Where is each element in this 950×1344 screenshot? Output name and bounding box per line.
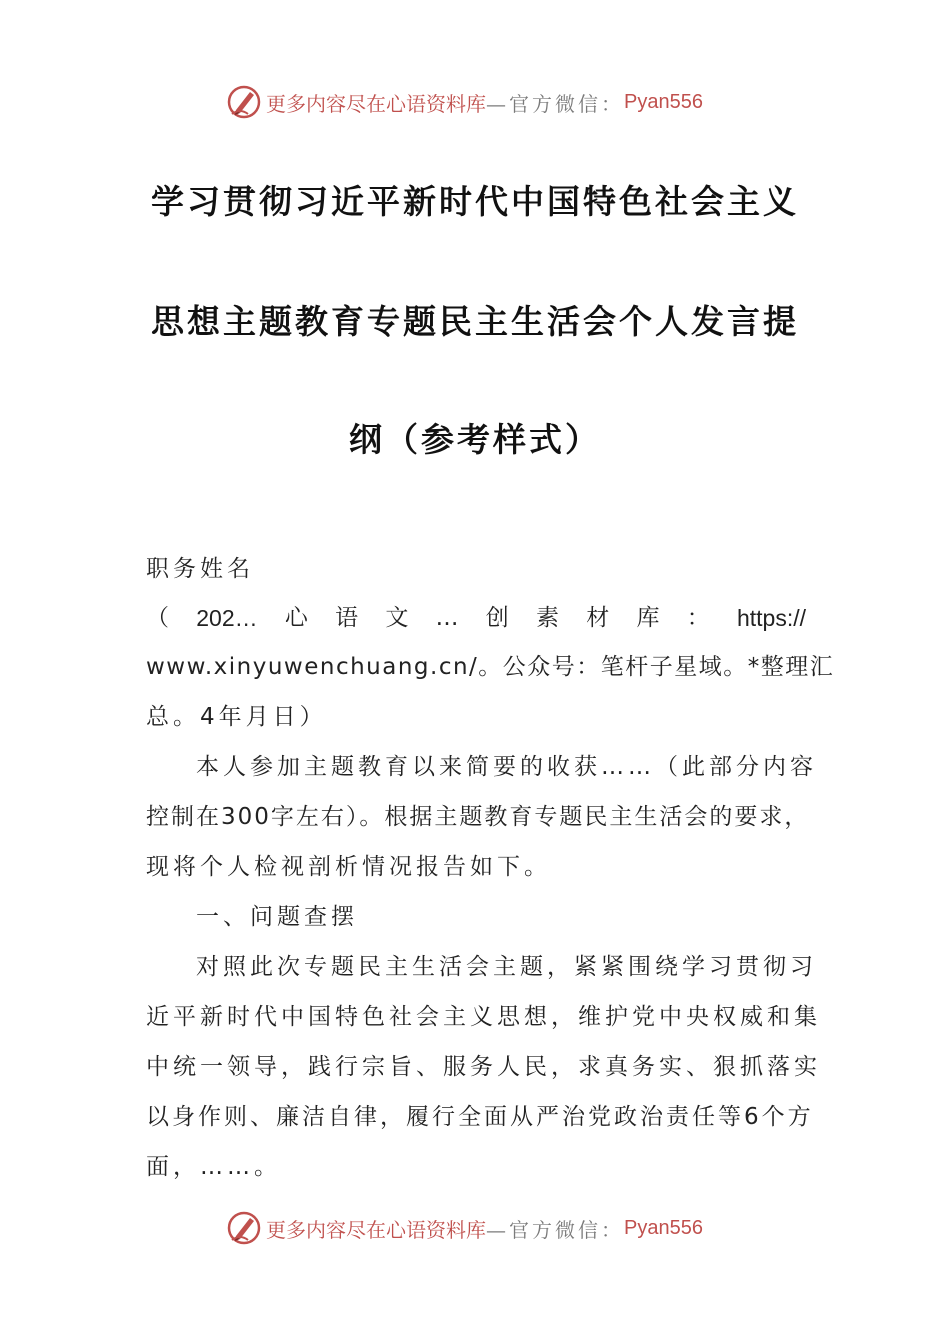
source-token: 材 xyxy=(586,605,610,631)
paragraph-1-line-1: 本人参加主题教育以来简要的收获……（此部分内容 xyxy=(196,754,817,780)
source-token: 语 xyxy=(335,605,359,631)
paragraph-2-line-2: 近平新时代中国特色社会主义思想，维护党中央权威和集 xyxy=(146,1004,821,1030)
paragraph-2-line-1: 对照此次专题民主生活会主题，紧紧围绕学习贯彻习 xyxy=(196,954,817,980)
document-title-line-1: 学习贯彻习近平新时代中国特色社会主义 xyxy=(151,182,799,221)
watermark-wechat-id: Pyan556 xyxy=(624,1216,703,1239)
pen-logo-icon xyxy=(226,1210,262,1246)
watermark-main-text: 更多内容尽在心语资料库 xyxy=(266,1217,486,1242)
source-url-start: https:// xyxy=(736,605,806,631)
watermark-official-text: —官方微信： xyxy=(486,91,624,116)
paragraph-1-line-3: 现将个人检视剖析情况报告如下。 xyxy=(146,854,551,880)
watermark-official-text: —官方微信： xyxy=(486,1217,624,1242)
source-line-2: www.xinyuwenchuang.cn/。公众号：笔杆子星域。*整理汇 xyxy=(146,654,835,680)
source-token: … xyxy=(435,605,459,631)
header-watermark xyxy=(226,84,703,120)
document-title-line-3: 纲（参考样式） xyxy=(349,420,601,459)
pen-logo-icon xyxy=(226,84,262,120)
source-token: 202… xyxy=(196,605,258,631)
source-line-3: 总。4年月日） xyxy=(146,704,327,730)
source-token: 库 xyxy=(636,605,660,631)
source-token: ： xyxy=(686,605,710,631)
watermark-main-text: 更多内容尽在心语资料库 xyxy=(266,91,486,116)
document-title-line-2: 思想主题教育专题民主生活会个人发言提 xyxy=(151,302,799,341)
source-token: 素 xyxy=(536,605,560,631)
paragraph-2-line-4: 以身作则、廉洁自律，履行全面从严治党政治责任等6个方 xyxy=(146,1104,814,1130)
watermark-wechat-id: Pyan556 xyxy=(624,90,703,113)
source-token: 心 xyxy=(284,605,308,631)
position-name: 职务姓名 xyxy=(146,556,254,582)
footer-watermark xyxy=(226,1210,703,1246)
source-token: 文 xyxy=(385,605,409,631)
source-line-1 xyxy=(146,593,806,643)
source-token: （ xyxy=(146,605,169,631)
paragraph-2-line-3: 中统一领导，践行宗旨、服务人民，求真务实、狠抓落实 xyxy=(146,1054,821,1080)
section-heading: 一、问题查摆 xyxy=(196,904,358,930)
paragraph-2-line-5: 面，……。 xyxy=(146,1154,281,1180)
source-token: 创 xyxy=(485,605,509,631)
paragraph-1-line-2: 控制在300字左右）。根据主题教育专题民主生活会的要求， xyxy=(146,804,810,830)
